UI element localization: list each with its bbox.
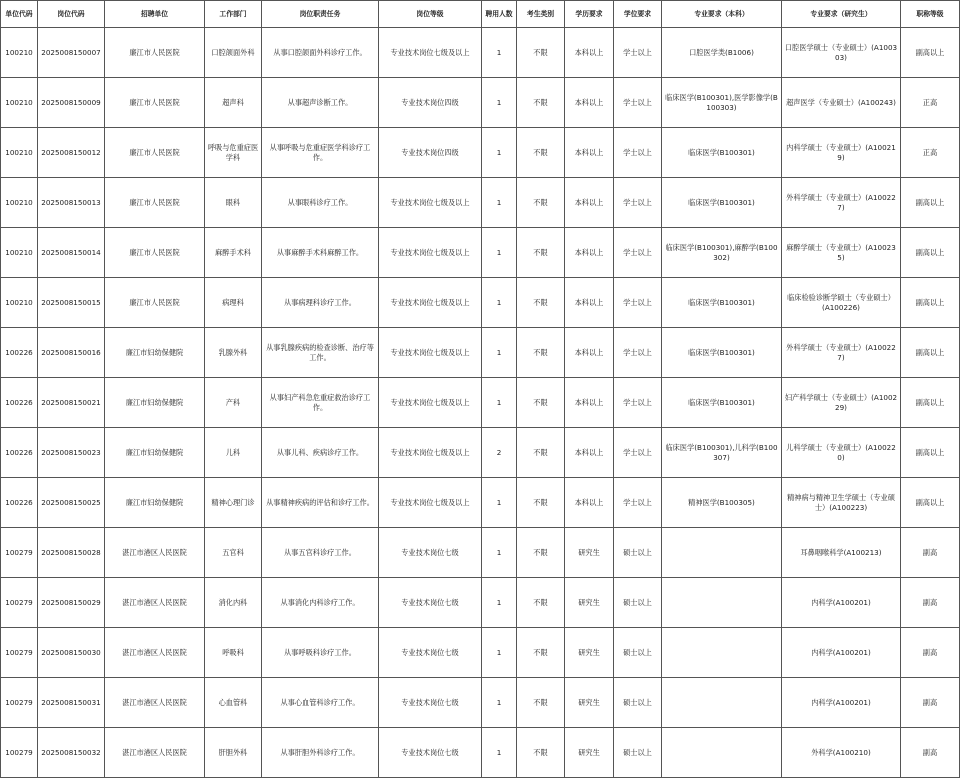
headcount-cell: 1 — [482, 728, 517, 778]
major-bachelor-cell — [662, 578, 782, 628]
degree-cell: 学士以上 — [614, 28, 662, 78]
unit-code-cell: 100279 — [1, 628, 38, 678]
title-level-cell: 副高以上 — [901, 328, 960, 378]
headcount-cell: 1 — [482, 628, 517, 678]
major-graduate-cell: 内科学(A100201) — [782, 578, 901, 628]
table-row — [1, 428, 960, 478]
post-code-cell: 2025008150014 — [38, 228, 105, 278]
degree-cell: 学士以上 — [614, 228, 662, 278]
major-bachelor-cell: 临床医学(B100301) — [662, 328, 782, 378]
table-row — [1, 678, 960, 728]
education-cell: 本科以上 — [565, 128, 614, 178]
headcount-cell: 1 — [482, 128, 517, 178]
degree-cell: 学士以上 — [614, 278, 662, 328]
department-cell: 儿科 — [205, 428, 262, 478]
employer-cell: 湛江市港区人民医院 — [105, 578, 205, 628]
post-grade-cell: 专业技术岗位七级及以上 — [379, 28, 482, 78]
candidate-type-cell: 不限 — [517, 28, 565, 78]
employer-cell: 湛江市港区人民医院 — [105, 628, 205, 678]
headcount-cell: 2 — [482, 428, 517, 478]
header-degree: 学位要求 — [614, 1, 662, 28]
major-graduate-cell: 口腔医学硕士（专业硕士）(A100303) — [782, 28, 901, 78]
title-level-cell: 副高以上 — [901, 278, 960, 328]
degree-cell: 硕士以上 — [614, 728, 662, 778]
header-post-code: 岗位代码 — [38, 1, 105, 28]
header-department: 工作部门 — [205, 1, 262, 28]
employer-cell: 廉江市妇幼保健院 — [105, 478, 205, 528]
candidate-type-cell: 不限 — [517, 178, 565, 228]
degree-cell: 硕士以上 — [614, 628, 662, 678]
degree-cell: 学士以上 — [614, 128, 662, 178]
header-candidate-type: 考生类别 — [517, 1, 565, 28]
table-row — [1, 328, 960, 378]
degree-cell: 硕士以上 — [614, 578, 662, 628]
header-unit-code: 单位代码 — [1, 1, 38, 28]
employer-cell: 廉江市人民医院 — [105, 228, 205, 278]
title-level-cell: 副高 — [901, 678, 960, 728]
major-bachelor-cell: 临床医学(B100301),麻醉学(B100302) — [662, 228, 782, 278]
candidate-type-cell: 不限 — [517, 528, 565, 578]
employer-cell: 廉江市人民医院 — [105, 78, 205, 128]
title-level-cell: 正高 — [901, 128, 960, 178]
education-cell: 本科以上 — [565, 478, 614, 528]
duties-cell: 从事呼吸与危重症医学科诊疗工作。 — [262, 128, 379, 178]
major-graduate-cell: 外科学硕士（专业硕士）(A100227) — [782, 328, 901, 378]
major-graduate-cell: 超声医学（专业硕士）(A100243) — [782, 78, 901, 128]
major-bachelor-cell: 临床医学(B100301) — [662, 128, 782, 178]
unit-code-cell: 100279 — [1, 528, 38, 578]
employer-cell: 廉江市妇幼保健院 — [105, 378, 205, 428]
post-grade-cell: 专业技术岗位七级 — [379, 528, 482, 578]
major-bachelor-cell — [662, 728, 782, 778]
candidate-type-cell: 不限 — [517, 378, 565, 428]
duties-cell: 从事五官科诊疗工作。 — [262, 528, 379, 578]
degree-cell: 学士以上 — [614, 178, 662, 228]
duties-cell: 从事口腔颌面外科诊疗工作。 — [262, 28, 379, 78]
degree-cell: 学士以上 — [614, 428, 662, 478]
table-row — [1, 728, 960, 778]
table-row — [1, 378, 960, 428]
header-major-bachelor: 专业要求（本科） — [662, 1, 782, 28]
post-grade-cell: 专业技术岗位七级及以上 — [379, 328, 482, 378]
table-row — [1, 578, 960, 628]
employer-cell: 湛江市港区人民医院 — [105, 678, 205, 728]
unit-code-cell: 100210 — [1, 28, 38, 78]
table-row — [1, 178, 960, 228]
employer-cell: 廉江市妇幼保健院 — [105, 428, 205, 478]
degree-cell: 学士以上 — [614, 78, 662, 128]
department-cell: 消化内科 — [205, 578, 262, 628]
degree-cell: 学士以上 — [614, 478, 662, 528]
duties-cell: 从事精神疾病的评估和诊疗工作。 — [262, 478, 379, 528]
table-row — [1, 128, 960, 178]
employer-cell: 廉江市人民医院 — [105, 278, 205, 328]
major-graduate-cell: 外科学(A100210) — [782, 728, 901, 778]
degree-cell: 硕士以上 — [614, 678, 662, 728]
post-grade-cell: 专业技术岗位七级 — [379, 728, 482, 778]
education-cell: 研究生 — [565, 578, 614, 628]
education-cell: 研究生 — [565, 728, 614, 778]
table-row — [1, 228, 960, 278]
duties-cell: 从事消化内科诊疗工作。 — [262, 578, 379, 628]
table-row — [1, 528, 960, 578]
table-row — [1, 28, 960, 78]
post-code-cell: 2025008150009 — [38, 78, 105, 128]
unit-code-cell: 100279 — [1, 678, 38, 728]
table-row — [1, 628, 960, 678]
unit-code-cell: 100210 — [1, 78, 38, 128]
duties-cell: 从事肝胆外科诊疗工作。 — [262, 728, 379, 778]
post-grade-cell: 专业技术岗位七级及以上 — [379, 378, 482, 428]
header-duties: 岗位职责任务 — [262, 1, 379, 28]
table-row — [1, 478, 960, 528]
title-level-cell: 副高 — [901, 628, 960, 678]
post-grade-cell: 专业技术岗位七级及以上 — [379, 278, 482, 328]
employer-cell: 廉江市人民医院 — [105, 178, 205, 228]
post-grade-cell: 专业技术岗位七级 — [379, 578, 482, 628]
title-level-cell: 副高以上 — [901, 28, 960, 78]
headcount-cell: 1 — [482, 328, 517, 378]
major-bachelor-cell — [662, 528, 782, 578]
department-cell: 五官科 — [205, 528, 262, 578]
department-cell: 产科 — [205, 378, 262, 428]
major-bachelor-cell — [662, 628, 782, 678]
department-cell: 肝胆外科 — [205, 728, 262, 778]
major-bachelor-cell: 口腔医学类(B1006) — [662, 28, 782, 78]
headcount-cell: 1 — [482, 378, 517, 428]
employer-cell: 廉江市人民医院 — [105, 128, 205, 178]
post-grade-cell: 专业技术岗位四级 — [379, 78, 482, 128]
header-post-grade: 岗位等级 — [379, 1, 482, 28]
post-code-cell: 2025008150031 — [38, 678, 105, 728]
post-code-cell: 2025008150023 — [38, 428, 105, 478]
major-bachelor-cell: 临床医学(B100301) — [662, 378, 782, 428]
duties-cell: 从事儿科、疾病诊疗工作。 — [262, 428, 379, 478]
major-graduate-cell: 耳鼻咽喉科学(A100213) — [782, 528, 901, 578]
post-grade-cell: 专业技术岗位四级 — [379, 128, 482, 178]
headcount-cell: 1 — [482, 28, 517, 78]
degree-cell: 硕士以上 — [614, 528, 662, 578]
post-code-cell: 2025008150032 — [38, 728, 105, 778]
education-cell: 研究生 — [565, 628, 614, 678]
post-code-cell: 2025008150025 — [38, 478, 105, 528]
major-bachelor-cell: 精神医学(B100305) — [662, 478, 782, 528]
unit-code-cell: 100210 — [1, 278, 38, 328]
unit-code-cell: 100210 — [1, 228, 38, 278]
education-cell: 本科以上 — [565, 428, 614, 478]
employer-cell: 湛江市港区人民医院 — [105, 528, 205, 578]
employer-cell: 廉江市人民医院 — [105, 28, 205, 78]
post-grade-cell: 专业技术岗位七级 — [379, 628, 482, 678]
post-code-cell: 2025008150015 — [38, 278, 105, 328]
department-cell: 呼吸与危重症医学科 — [205, 128, 262, 178]
title-level-cell: 副高以上 — [901, 478, 960, 528]
department-cell: 口腔颌面外科 — [205, 28, 262, 78]
education-cell: 本科以上 — [565, 178, 614, 228]
candidate-type-cell: 不限 — [517, 478, 565, 528]
unit-code-cell: 100279 — [1, 728, 38, 778]
department-cell: 病理科 — [205, 278, 262, 328]
unit-code-cell: 100226 — [1, 378, 38, 428]
major-bachelor-cell — [662, 678, 782, 728]
post-grade-cell: 专业技术岗位七级及以上 — [379, 428, 482, 478]
title-level-cell: 副高以上 — [901, 428, 960, 478]
table-row — [1, 278, 960, 328]
headcount-cell: 1 — [482, 528, 517, 578]
post-code-cell: 2025008150029 — [38, 578, 105, 628]
headcount-cell: 1 — [482, 678, 517, 728]
major-bachelor-cell: 临床医学(B100301),医学影像学(B100303) — [662, 78, 782, 128]
education-cell: 本科以上 — [565, 328, 614, 378]
major-graduate-cell: 内科学(A100201) — [782, 628, 901, 678]
post-grade-cell: 专业技术岗位七级及以上 — [379, 228, 482, 278]
post-grade-cell: 专业技术岗位七级及以上 — [379, 478, 482, 528]
post-grade-cell: 专业技术岗位七级 — [379, 678, 482, 728]
table-row — [1, 78, 960, 128]
major-graduate-cell: 妇产科学硕士（专业硕士）(A100229) — [782, 378, 901, 428]
duties-cell: 从事眼科诊疗工作。 — [262, 178, 379, 228]
department-cell: 乳腺外科 — [205, 328, 262, 378]
education-cell: 本科以上 — [565, 78, 614, 128]
headcount-cell: 1 — [482, 78, 517, 128]
major-bachelor-cell: 临床医学(B100301) — [662, 178, 782, 228]
header-headcount: 聘用人数 — [482, 1, 517, 28]
headcount-cell: 1 — [482, 178, 517, 228]
major-graduate-cell: 临床检验诊断学硕士（专业硕士）(A100226) — [782, 278, 901, 328]
headcount-cell: 1 — [482, 478, 517, 528]
candidate-type-cell: 不限 — [517, 628, 565, 678]
candidate-type-cell: 不限 — [517, 578, 565, 628]
title-level-cell: 副高以上 — [901, 228, 960, 278]
major-graduate-cell: 麻醉学硕士（专业硕士）(A100235) — [782, 228, 901, 278]
duties-cell: 从事心血管科诊疗工作。 — [262, 678, 379, 728]
unit-code-cell: 100226 — [1, 328, 38, 378]
title-level-cell: 正高 — [901, 78, 960, 128]
title-level-cell: 副高 — [901, 728, 960, 778]
duties-cell: 从事呼吸科诊疗工作。 — [262, 628, 379, 678]
major-bachelor-cell: 临床医学(B100301),儿科学(B100307) — [662, 428, 782, 478]
post-code-cell: 2025008150021 — [38, 378, 105, 428]
education-cell: 本科以上 — [565, 278, 614, 328]
headcount-cell: 1 — [482, 278, 517, 328]
major-graduate-cell: 精神病与精神卫生学硕士（专业硕士）(A100223) — [782, 478, 901, 528]
duties-cell: 从事妇产科急危重症救治诊疗工作。 — [262, 378, 379, 428]
candidate-type-cell: 不限 — [517, 728, 565, 778]
department-cell: 呼吸科 — [205, 628, 262, 678]
title-level-cell: 副高以上 — [901, 378, 960, 428]
headcount-cell: 1 — [482, 578, 517, 628]
employer-cell: 湛江市港区人民医院 — [105, 728, 205, 778]
header-employer: 招聘单位 — [105, 1, 205, 28]
education-cell: 本科以上 — [565, 228, 614, 278]
department-cell: 超声科 — [205, 78, 262, 128]
post-code-cell: 2025008150028 — [38, 528, 105, 578]
title-level-cell: 副高 — [901, 578, 960, 628]
post-code-cell: 2025008150012 — [38, 128, 105, 178]
major-bachelor-cell: 临床医学(B100301) — [662, 278, 782, 328]
candidate-type-cell: 不限 — [517, 128, 565, 178]
department-cell: 眼科 — [205, 178, 262, 228]
department-cell: 麻醉手术科 — [205, 228, 262, 278]
candidate-type-cell: 不限 — [517, 278, 565, 328]
major-graduate-cell: 儿科学硕士（专业硕士）(A100220) — [782, 428, 901, 478]
candidate-type-cell: 不限 — [517, 328, 565, 378]
post-code-cell: 2025008150016 — [38, 328, 105, 378]
duties-cell: 从事乳腺疾病的检查诊断、治疗等工作。 — [262, 328, 379, 378]
unit-code-cell: 100210 — [1, 178, 38, 228]
candidate-type-cell: 不限 — [517, 78, 565, 128]
major-graduate-cell: 外科学硕士（专业硕士）(A100227) — [782, 178, 901, 228]
degree-cell: 学士以上 — [614, 378, 662, 428]
unit-code-cell: 100226 — [1, 428, 38, 478]
degree-cell: 学士以上 — [614, 328, 662, 378]
education-cell: 本科以上 — [565, 378, 614, 428]
education-cell: 研究生 — [565, 678, 614, 728]
duties-cell: 从事超声诊断工作。 — [262, 78, 379, 128]
post-code-cell: 2025008150007 — [38, 28, 105, 78]
post-code-cell: 2025008150013 — [38, 178, 105, 228]
title-level-cell: 副高以上 — [901, 178, 960, 228]
candidate-type-cell: 不限 — [517, 428, 565, 478]
header-title-level: 职称等级 — [901, 1, 960, 28]
header-major-graduate: 专业要求（研究生） — [782, 1, 901, 28]
title-level-cell: 副高 — [901, 528, 960, 578]
header-row — [1, 1, 960, 28]
duties-cell: 从事麻醉手术科麻醉工作。 — [262, 228, 379, 278]
post-code-cell: 2025008150030 — [38, 628, 105, 678]
education-cell: 研究生 — [565, 528, 614, 578]
unit-code-cell: 100210 — [1, 128, 38, 178]
major-graduate-cell: 内科学硕士（专业硕士）(A100219) — [782, 128, 901, 178]
employer-cell: 廉江市妇幼保健院 — [105, 328, 205, 378]
major-graduate-cell: 内科学(A100201) — [782, 678, 901, 728]
unit-code-cell: 100279 — [1, 578, 38, 628]
department-cell: 心血管科 — [205, 678, 262, 728]
unit-code-cell: 100226 — [1, 478, 38, 528]
headcount-cell: 1 — [482, 228, 517, 278]
header-education: 学历要求 — [565, 1, 614, 28]
candidate-type-cell: 不限 — [517, 228, 565, 278]
duties-cell: 从事病理科诊疗工作。 — [262, 278, 379, 328]
post-grade-cell: 专业技术岗位七级及以上 — [379, 178, 482, 228]
department-cell: 精神心理门诊 — [205, 478, 262, 528]
candidate-type-cell: 不限 — [517, 678, 565, 728]
education-cell: 本科以上 — [565, 28, 614, 78]
